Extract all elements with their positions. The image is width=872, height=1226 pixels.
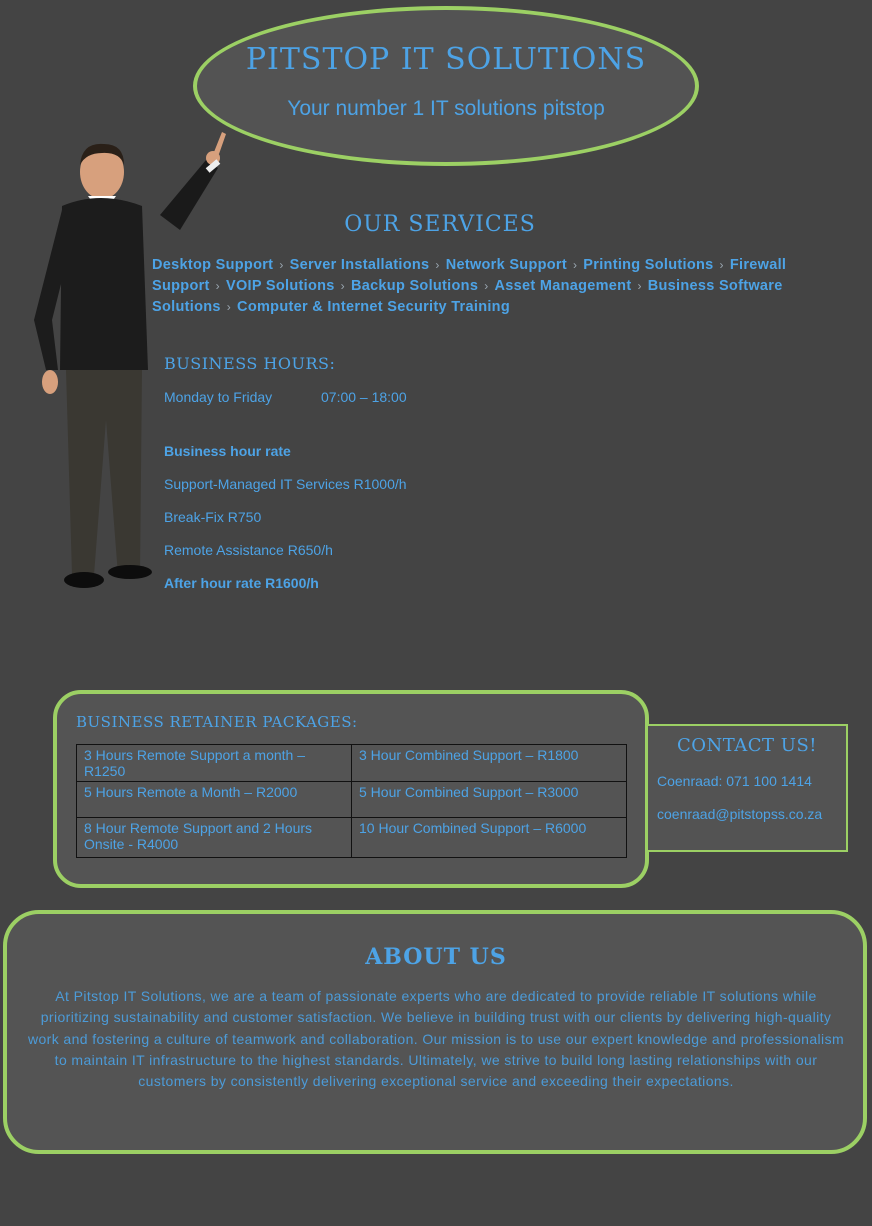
table-cell: 5 Hours Remote a Month – R2000: [77, 782, 352, 818]
business-rate-heading: Business hour rate: [164, 443, 291, 459]
table-cell: 3 Hours Remote Support a month – R1250: [77, 745, 352, 782]
table-row: [77, 818, 627, 858]
company-tagline: Your number 1 IT solutions pitstop: [287, 97, 605, 120]
service-item: Asset Management: [494, 278, 632, 294]
service-item: VOIP Solutions: [225, 278, 335, 294]
service-item: Computer & Internet Security Training: [237, 299, 510, 315]
rate-remote-assistance: Remote Assistance R650/h: [164, 542, 333, 558]
service-item: Backup Solutions: [350, 278, 479, 294]
contact-heading: CONTACT US!: [676, 735, 818, 756]
table-cell: 3 Hour Combined Support – R1800: [352, 745, 627, 782]
contact-phone: Coenraad: 071 100 1414: [657, 773, 812, 789]
chevron-right-icon: ›: [279, 258, 284, 272]
table-cell: 5 Hour Combined Support – R3000: [352, 782, 627, 818]
service-item: Server Installations: [289, 257, 430, 273]
service-item: Firewall Support: [152, 257, 787, 294]
chevron-right-icon: ›: [719, 258, 724, 272]
contact-email-link[interactable]: coenraad@pitstopss.co.za: [657, 806, 823, 822]
chevron-right-icon: ›: [340, 279, 345, 293]
service-item: Business Software Solutions: [152, 278, 783, 315]
table-cell: 8 Hour Remote Support and 2 Hours Onsite - R4000: [77, 818, 352, 858]
chevron-right-icon: ›: [435, 258, 440, 272]
table-row: [77, 782, 627, 818]
chevron-right-icon: ›: [637, 279, 642, 293]
table-row: [77, 745, 627, 782]
business-hours-heading: BUSINESS HOURS:: [164, 354, 336, 373]
retainer-heading: BUSINESS RETAINER PACKAGES:: [76, 713, 358, 731]
chevron-right-icon: ›: [484, 279, 489, 293]
rate-managed-services: Support-Managed IT Services R1000/h: [164, 476, 407, 492]
chevron-right-icon: ›: [215, 279, 220, 293]
rate-after-hours: After hour rate R1600/h: [164, 575, 319, 591]
about-text: At Pitstop IT Solutions, we are a team of passionate experts who are dedicated to provide reliable IT solutions while prioritizing sustainability and customer satisfaction. We believe in building trust with our clients by delivering high-quality work and fostering a culture of teamwork and collaboration. Our mission is to use our expert knowledge and professionalism to maintain IT infrastructure to the highest standards. Ultimately, we strive to build long lasting relationships with our customers by consistently delivering exceptional service and exceeding their expectations.: [27, 988, 845, 1090]
chevron-right-icon: ›: [573, 258, 578, 272]
chevron-right-icon: ›: [226, 300, 232, 314]
about-heading: ABOUT US: [365, 944, 507, 970]
service-item: Printing Solutions: [583, 257, 714, 273]
rate-break-fix: Break-Fix R750: [164, 509, 262, 525]
services-list: [152, 255, 842, 318]
company-title: PITSTOP IT SOLUTIONS: [245, 42, 647, 77]
service-item: Desktop Support: [152, 257, 274, 273]
business-time: 07:00 – 18:00: [321, 389, 407, 405]
table-cell: 10 Hour Combined Support – R6000: [352, 818, 627, 858]
services-heading: OUR SERVICES: [344, 212, 536, 237]
retainer-table: [76, 744, 627, 858]
business-days: Monday to Friday: [164, 389, 273, 405]
service-item: Network Support: [445, 257, 567, 273]
header-ellipse: [193, 6, 699, 166]
